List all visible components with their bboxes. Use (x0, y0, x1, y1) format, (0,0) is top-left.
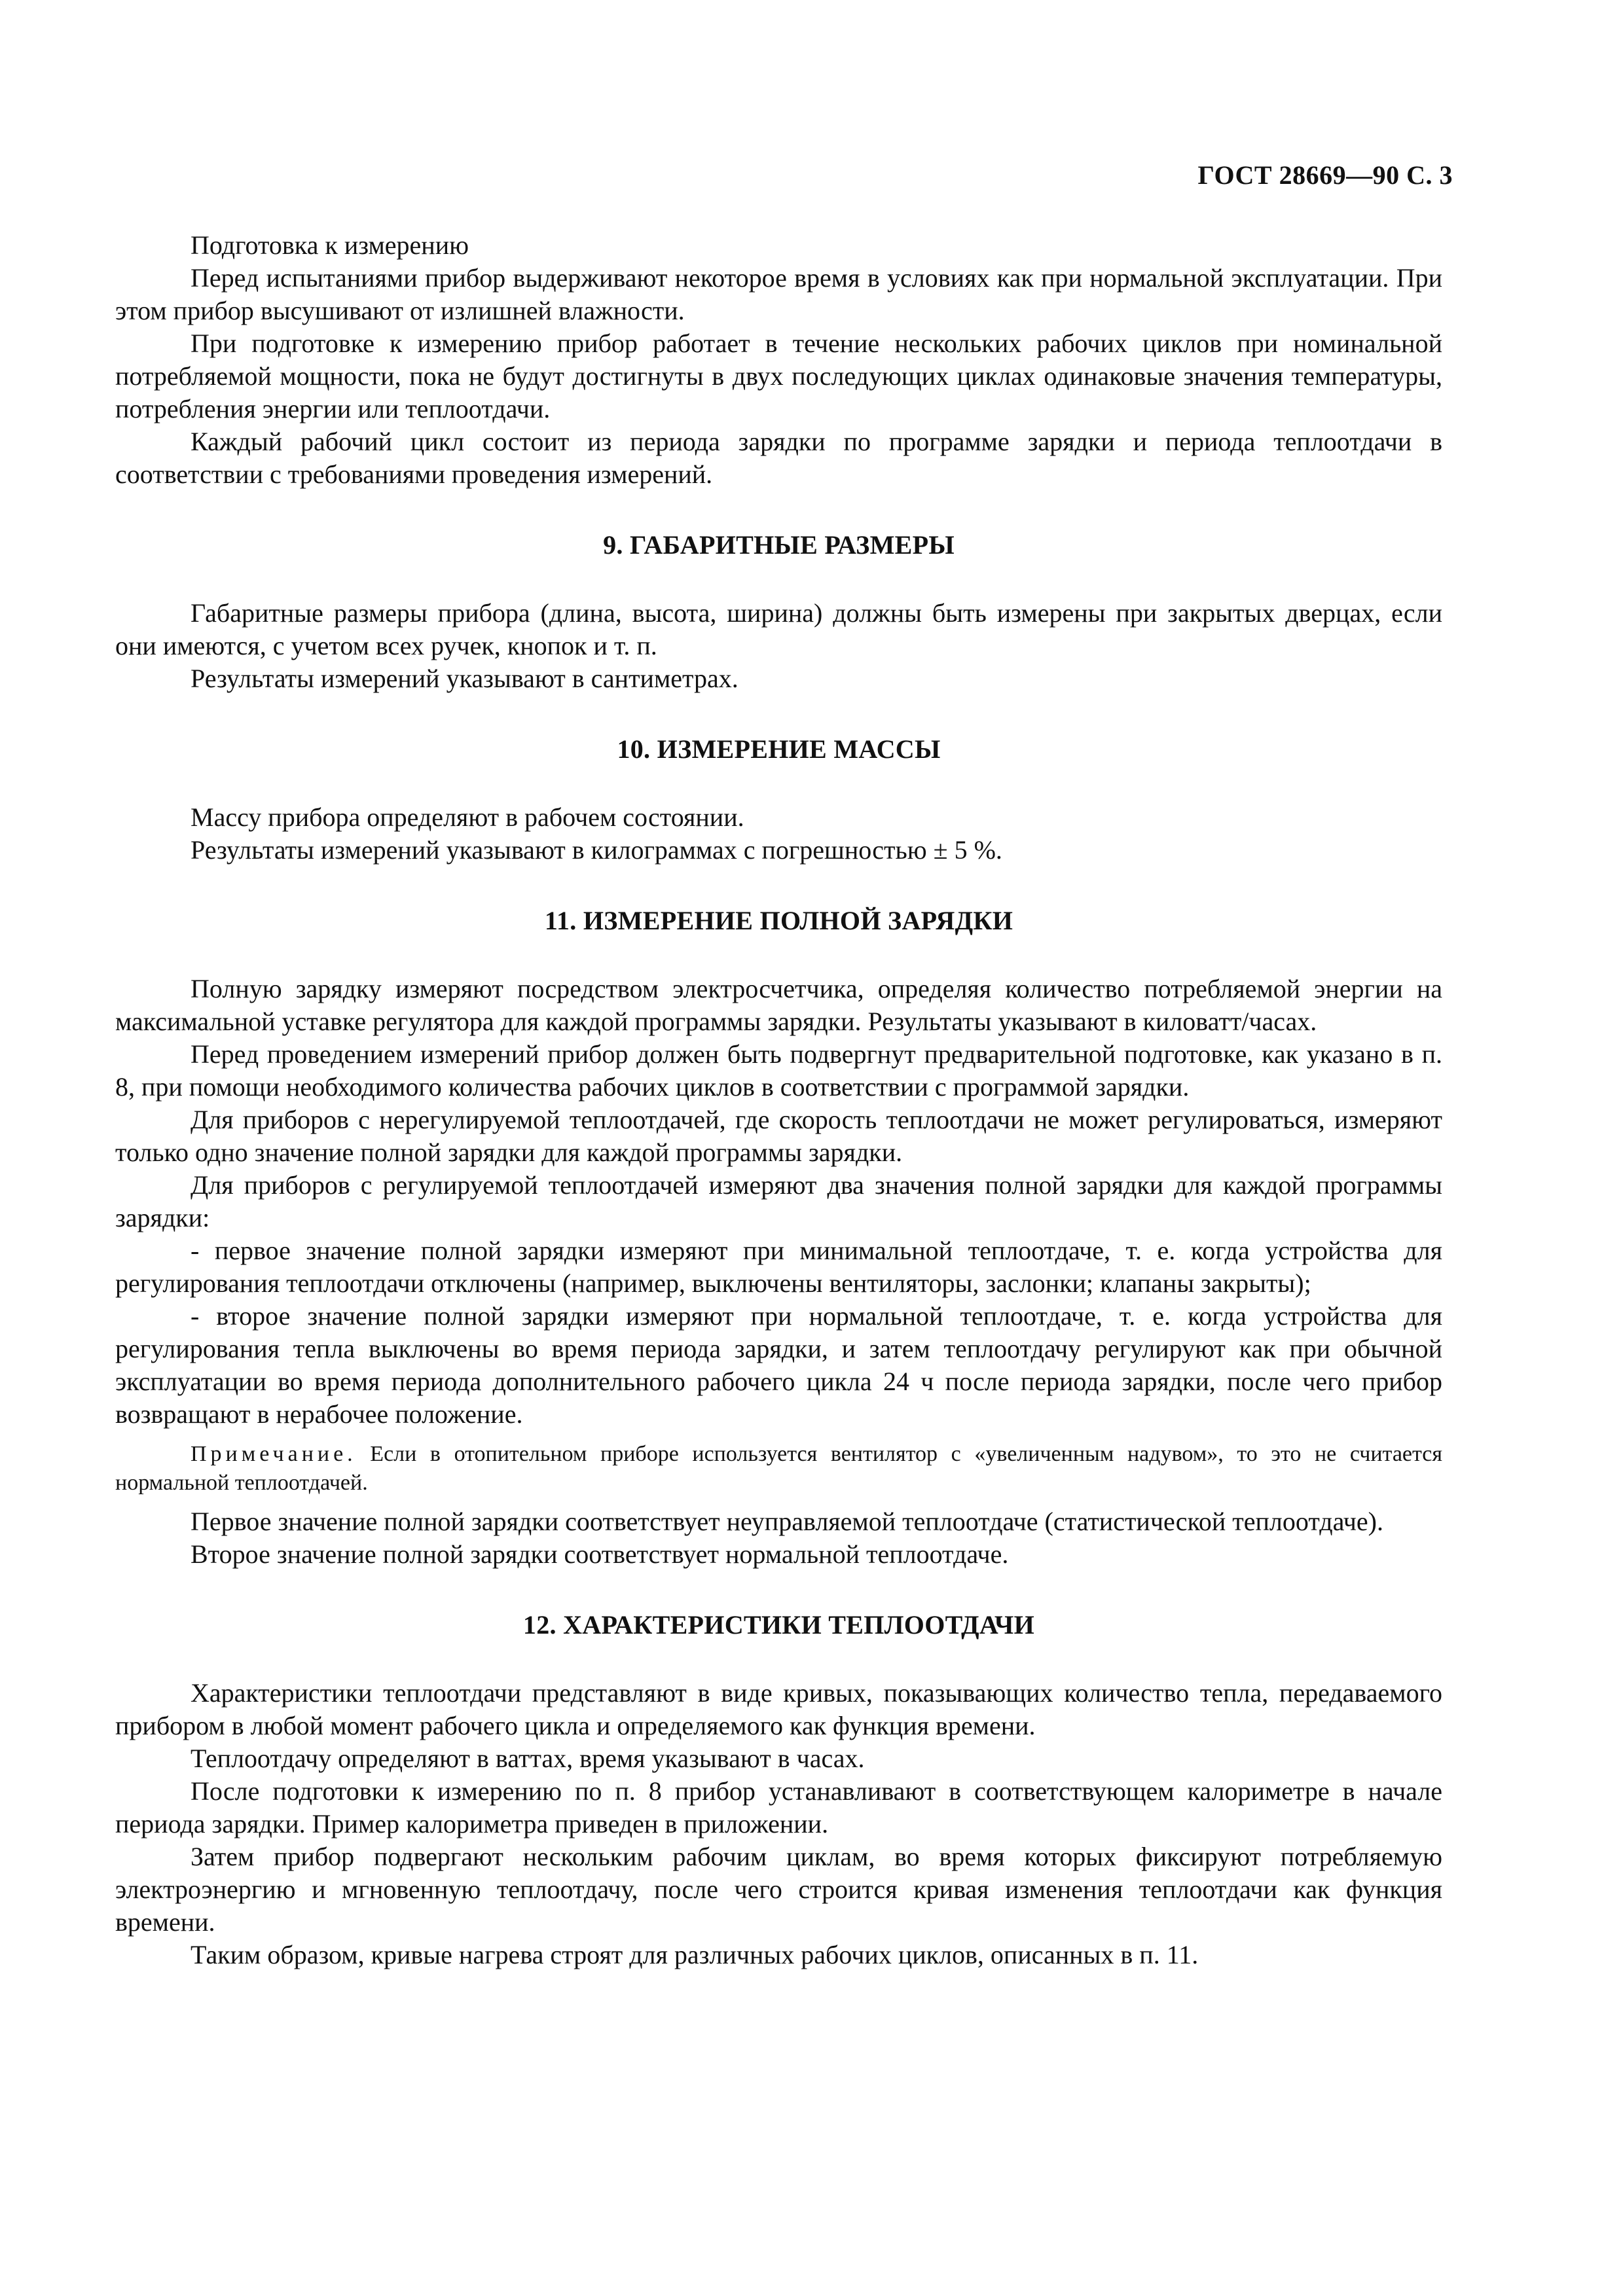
section-10-paragraph-2: Результаты измерений указывают в килограммах с погрешностью ± 5 %. (191, 835, 1002, 865)
section-12-paragraph-4: Затем прибор подвергают нескольким рабочим циклам, во время которых фиксируют потребляемую электроэнергию и мгновенную теплоотдачу, после чего строится кривая изменения теплоотдачи как функция времени. (115, 1842, 1442, 1937)
document-body (115, 229, 1442, 1971)
section-12-paragraph-1: Характеристики теплоотдачи представляют в виде кривых, показывающих количество тепла, передаваемого прибором в любой момент рабочего цикла и определяемого как функция времени. (115, 1678, 1442, 1740)
section-10-title: 10. ИЗМЕРЕНИЕ МАССЫ (617, 734, 941, 764)
section-12-paragraph-5: Таким образом, кривые нагрева строят для различных рабочих циклов, описанных в п. 11. (191, 1940, 1199, 1969)
section-11-dash-item-2: - второе значение полной зарядки измеряют при нормальной теплоотдаче, т. е. когда устройства для регулирования тепла выключены во время периода зарядки, и затем теплоотдачу регулируют как при обычной эксплуатации во время периода дополнительного рабочего цикла 24 ч после периода зарядки, после чего прибор возвращают в нерабочее положение. (115, 1301, 1442, 1429)
section-11-paragraph-6: Второе значение полной зарядки соответствует нормальной теплоотдаче. (191, 1539, 1009, 1569)
intro-subheading: Подготовка к измерению (191, 230, 469, 260)
section-11-paragraph-1: Полную зарядку измеряют посредством электросчетчика, определяя количество потребляемой энергии на максимальной уставке регулятора для каждой программы зарядки. Результаты указывают в киловатт/часах. (115, 974, 1442, 1036)
section-11-paragraph-2: Перед проведением измерений прибор должен быть подвергнут предварительной подготовке, как указано в п. 8, при помощи необходимого количества рабочих циклов в соответствии с программой зарядки. (115, 1039, 1442, 1102)
section-11-note (115, 1440, 1442, 1498)
section-11-title: 11. ИЗМЕРЕНИЕ ПОЛНОЙ ЗАРЯДКИ (544, 906, 1013, 935)
section-11-paragraph-4: Для приборов с регулируемой теплоотдачей измеряют два значения полной зарядки для каждой программы зарядки: (115, 1170, 1442, 1232)
section-12-paragraph-3: После подготовки к измерению по п. 8 прибор устанавливают в соответствующем калориметре в начале периода зарядки. Пример калориметра приведен в приложении. (115, 1776, 1442, 1839)
intro-paragraph-2: При подготовке к измерению прибор работает в течение нескольких рабочих циклов при номинальной потребляемой мощности, пока не будут достигнуты в двух последующих циклах одинаковые значения температуры, потребления энергии или теплоотдачи. (115, 329, 1442, 423)
note-label: Примечание. (191, 1442, 357, 1466)
intro-paragraph-3: Каждый рабочий цикл состоит из периода зарядки по программе зарядки и периода теплоотдачи в соответствии с требованиями проведения измерений. (115, 427, 1442, 489)
section-10-paragraph-1: Массу прибора определяют в рабочем состоянии. (191, 802, 744, 832)
section-11-paragraph-5: Первое значение полной зарядки соответствует неуправляемой теплоотдаче (статистической теплоотдаче). (191, 1507, 1383, 1536)
section-11-paragraph-3: Для приборов с нерегулируемой теплоотдачей, где скорость теплоотдачи не может регулироваться, измеряют только одно значение полной зарядки для каждой программы зарядки. (115, 1105, 1442, 1167)
section-12-paragraph-2: Теплоотдачу определяют в ваттах, время указывают в часах. (191, 1744, 865, 1773)
intro-paragraph-1: Перед испытаниями прибор выдерживают некоторое время в условиях как при нормальной эксплуатации. При этом прибор высушивают от излишней влажности. (115, 263, 1442, 325)
section-9-paragraph-2: Результаты измерений указывают в сантиметрах. (191, 664, 739, 693)
section-9-paragraph-1: Габаритные размеры прибора (длина, высота, ширина) должны быть измерены при закрытых дверцах, если они имеются, с учетом всех ручек, кнопок и т. п. (115, 598, 1442, 660)
section-11-dash-item-1: - первое значение полной зарядки измеряют при минимальной теплоотдаче, т. е. когда устройства для регулирования теплоотдачи отключены (например, выключены вентиляторы, заслонки; клапаны закрыты); (115, 1236, 1442, 1298)
section-9-title: 9. ГАБАРИТНЫЕ РАЗМЕРЫ (603, 530, 955, 560)
page-header-standard-number: ГОСТ 28669—90 С. 3 (1197, 160, 1453, 190)
note-text: Если в отопительном приборе используется вентилятор с «увеличенным надувом», то это не считается нормальной теплоотдачей. (115, 1442, 1443, 1495)
section-12-title: 12. ХАРАКТЕРИСТИКИ ТЕПЛООТДАЧИ (522, 1610, 1035, 1640)
